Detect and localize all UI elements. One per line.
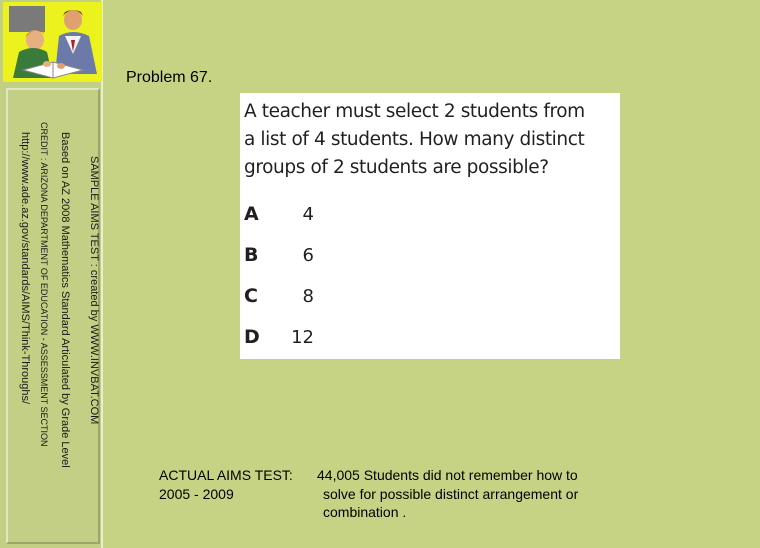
question-line-2: a list of 4 students. How many distinct [244, 129, 585, 150]
footer-line-2: solve for possible distinct arrangement or [323, 485, 579, 502]
sidebar [0, 0, 103, 548]
choice-value: 12 [291, 326, 314, 348]
credit-line-arizona: CREDIT : ARIZONA DEPARTMENT OF EDUCATION - ASSESSMENT SECTION [39, 122, 49, 447]
choice-c[interactable] [244, 284, 314, 308]
choice-d[interactable] [244, 325, 314, 349]
footer-line-1: 44,005 Students did not remember how to [317, 467, 578, 483]
choice-b[interactable] [244, 243, 314, 267]
choice-letter: B [244, 244, 259, 266]
choice-letter: C [244, 285, 258, 307]
credits-block [8, 120, 98, 520]
choice-letter: D [244, 326, 260, 348]
footer-label: ACTUAL AIMS TEST: [159, 467, 293, 483]
problem-title: Problem 67. [126, 69, 213, 86]
question-line-1: A teacher must select 2 students from [244, 101, 585, 122]
question-line-3: groups of 2 students are possible? [244, 157, 549, 178]
footer-line-3: combination . [323, 504, 407, 520]
credit-line-created-by: SAMPLE AIMS TEST : created by WWW.INVBAT.COM [88, 156, 100, 425]
footer-years: 2005 - 2009 [159, 485, 234, 502]
credit-line-url: http://www.ade.az.gov/standards/AIMS/Think-Throughs/ [19, 132, 31, 405]
teacher-student-clipart-icon [3, 2, 102, 82]
choice-value: 6 [302, 244, 314, 266]
choice-value: 4 [302, 203, 314, 225]
choice-value: 8 [302, 285, 314, 307]
choice-letter: A [244, 203, 259, 225]
question-box [240, 93, 620, 359]
credit-line-standard: Based on AZ 2008 Mathematics Standard Articulated by Grade Level [59, 132, 71, 468]
choice-a[interactable] [244, 202, 314, 226]
footer-note [159, 466, 639, 526]
